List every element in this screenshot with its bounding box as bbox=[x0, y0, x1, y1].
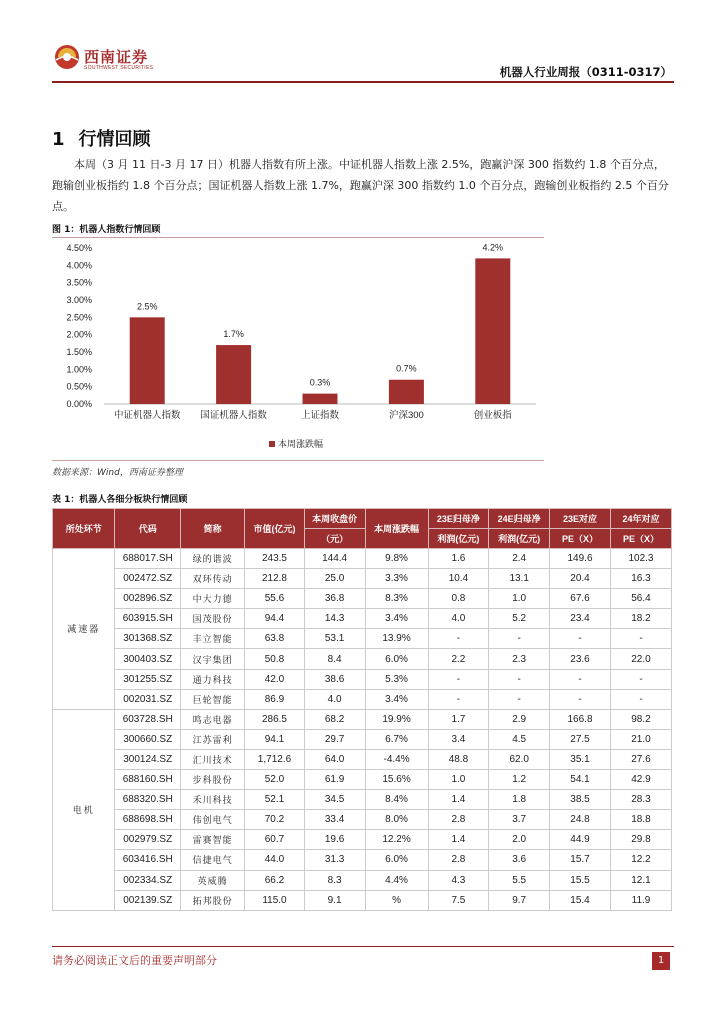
stock-code-cell: 002139.SZ bbox=[115, 890, 181, 910]
y-tick-label: 3.50% bbox=[66, 277, 92, 288]
pe23-cell: 44.9 bbox=[550, 830, 611, 850]
weekly-change-cell: % bbox=[365, 890, 428, 910]
np23-cell: 2.8 bbox=[428, 810, 489, 830]
stock-code-cell: 002031.SZ bbox=[115, 689, 181, 709]
pe23-cell: 54.1 bbox=[550, 770, 611, 790]
close-price-cell: 9.1 bbox=[304, 890, 365, 910]
pe24-cell: 102.3 bbox=[610, 549, 671, 569]
figure-source: 数据来源：Wind，西南证券整理 bbox=[52, 468, 183, 478]
close-price-cell: 33.4 bbox=[304, 810, 365, 830]
np23-cell: 48.8 bbox=[428, 749, 489, 769]
logo-chinese-name: 西南证券 bbox=[84, 48, 149, 66]
np23-cell: 1.0 bbox=[428, 770, 489, 790]
np23-cell: 0.8 bbox=[428, 589, 489, 609]
table-row bbox=[53, 649, 672, 669]
close-price-cell: 61.9 bbox=[304, 770, 365, 790]
stock-name-cell: 中大力德 bbox=[181, 589, 245, 609]
market-cap-cell: 66.2 bbox=[245, 870, 304, 890]
bar-data-label: 1.7% bbox=[223, 329, 244, 340]
stock-name-cell: 汉宇集团 bbox=[181, 649, 245, 669]
np24-cell: - bbox=[489, 689, 550, 709]
chart-bar bbox=[475, 258, 510, 404]
stock-name-cell: 鸣志电器 bbox=[181, 709, 245, 729]
table-row bbox=[53, 790, 672, 810]
np23-cell: - bbox=[428, 629, 489, 649]
stock-name-cell: 英威腾 bbox=[181, 870, 245, 890]
table-row bbox=[53, 669, 672, 689]
market-cap-cell: 212.8 bbox=[245, 569, 304, 589]
chart-bar bbox=[389, 380, 424, 404]
weekly-change-cell: 4.4% bbox=[365, 870, 428, 890]
np23-cell: 4.3 bbox=[428, 870, 489, 890]
market-cap-cell: 94.4 bbox=[245, 609, 304, 629]
np24-cell: 13.1 bbox=[489, 569, 550, 589]
np23-cell: 10.4 bbox=[428, 569, 489, 589]
pe23-cell: 35.1 bbox=[550, 749, 611, 769]
header-divider bbox=[52, 81, 674, 83]
x-category-label: 创业板指 bbox=[473, 410, 512, 421]
header-pe23-unit: PE（X） bbox=[550, 529, 611, 549]
weekly-change-cell: -4.4% bbox=[365, 749, 428, 769]
np23-cell: 1.4 bbox=[428, 790, 489, 810]
np23-cell: 3.4 bbox=[428, 729, 489, 749]
segment-cell: 电机 bbox=[53, 709, 115, 910]
figure-bottom-rule bbox=[52, 460, 544, 461]
stock-name-cell: 汇川技术 bbox=[181, 749, 245, 769]
np23-cell: 2.2 bbox=[428, 649, 489, 669]
market-cap-cell: 115.0 bbox=[245, 890, 304, 910]
footer-disclaimer: 请务必阅读正文后的重要声明部分 bbox=[52, 954, 217, 967]
y-tick-label: 0.00% bbox=[66, 399, 92, 409]
market-cap-cell: 55.6 bbox=[245, 589, 304, 609]
stock-name-cell: 禾川科技 bbox=[181, 790, 245, 810]
np24-cell: 5.2 bbox=[489, 609, 550, 629]
table-row bbox=[53, 850, 672, 870]
weekly-change-cell: 6.0% bbox=[365, 649, 428, 669]
table-row bbox=[53, 709, 672, 729]
np24-cell: - bbox=[489, 669, 550, 689]
bar-data-label: 0.3% bbox=[309, 377, 331, 388]
stock-code-cell: 301255.SZ bbox=[115, 669, 181, 689]
bar-data-label: 2.5% bbox=[136, 301, 158, 312]
y-tick-label: 4.50% bbox=[66, 243, 92, 253]
table-row bbox=[53, 689, 672, 709]
table-row bbox=[53, 729, 672, 749]
figure-title: 图 1：机器人指数行情回顾 bbox=[52, 225, 161, 235]
table-header-row bbox=[53, 509, 672, 529]
table-row bbox=[53, 810, 672, 830]
pe24-cell: 21.0 bbox=[610, 729, 671, 749]
np23-cell: 1.6 bbox=[428, 549, 489, 569]
market-review-paragraph: 本周（3 月 11 日-3 月 17 日）机器人指数有所上涨。中证机器人指数上涨 2.5%，跑赢沪深 300 指数约 1.8 个百分点，跑输创业板指约 1.8 个百分点；国证机器人指数上涨 1.7%，跑赢沪深 300 指数约 1.0 个百分点，跑输创业板指约 2.5 个百分点。 bbox=[52, 158, 669, 213]
chart-bar bbox=[216, 345, 251, 404]
y-tick-label: 4.00% bbox=[66, 260, 92, 271]
market-cap-cell: 60.7 bbox=[245, 830, 304, 850]
pe23-cell: 38.5 bbox=[550, 790, 611, 810]
section-title: 行情回顾 bbox=[78, 129, 151, 150]
report-title: 机器人行业周报（0311-0317） bbox=[499, 65, 672, 79]
stock-code-cell: 688160.SH bbox=[115, 770, 181, 790]
stock-name-cell: 丰立智能 bbox=[181, 629, 245, 649]
table-title: 表 1：机器人各细分板块行情回顾 bbox=[52, 495, 188, 505]
y-tick-label: 0.50% bbox=[66, 381, 92, 392]
weekly-change-cell: 9.8% bbox=[365, 549, 428, 569]
market-cap-cell: 52.1 bbox=[245, 790, 304, 810]
logo-mark-icon bbox=[54, 44, 80, 70]
close-price-cell: 29.7 bbox=[304, 729, 365, 749]
bar-data-label: 4.2% bbox=[482, 242, 504, 253]
weekly-change-cell: 19.9% bbox=[365, 709, 428, 729]
pe24-cell: 22.0 bbox=[610, 649, 671, 669]
stock-code-cell: 688320.SH bbox=[115, 790, 181, 810]
market-cap-cell: 243.5 bbox=[245, 549, 304, 569]
np24-cell: 1.0 bbox=[489, 589, 550, 609]
chart-bar bbox=[130, 317, 165, 404]
bar-data-label: 0.7% bbox=[396, 363, 417, 374]
segment-cell: 减速器 bbox=[53, 549, 115, 710]
close-price-cell: 144.4 bbox=[304, 549, 365, 569]
np24-cell: 2.3 bbox=[489, 649, 550, 669]
pe23-cell: 23.6 bbox=[550, 649, 611, 669]
table-row bbox=[53, 569, 672, 589]
stock-name-cell: 巨轮智能 bbox=[181, 689, 245, 709]
table-row bbox=[53, 890, 672, 910]
weekly-change-cell: 6.0% bbox=[365, 850, 428, 870]
pe24-cell: 16.3 bbox=[610, 569, 671, 589]
market-cap-cell: 70.2 bbox=[245, 810, 304, 830]
pe23-cell: 67.6 bbox=[550, 589, 611, 609]
stock-name-cell: 国茂股份 bbox=[181, 609, 245, 629]
close-price-cell: 8.4 bbox=[304, 649, 365, 669]
stock-name-cell: 绿的谐波 bbox=[181, 549, 245, 569]
np24-cell: - bbox=[489, 629, 550, 649]
pe23-cell: 166.8 bbox=[550, 709, 611, 729]
close-price-cell: 25.0 bbox=[304, 569, 365, 589]
close-price-cell: 53.1 bbox=[304, 629, 365, 649]
pe23-cell: - bbox=[550, 689, 611, 709]
np24-cell: 2.0 bbox=[489, 830, 550, 850]
np24-cell: 4.5 bbox=[489, 729, 550, 749]
pe24-cell: 29.8 bbox=[610, 830, 671, 850]
stock-code-cell: 002896.SZ bbox=[115, 589, 181, 609]
market-cap-cell: 94.1 bbox=[245, 729, 304, 749]
table-row bbox=[53, 870, 672, 890]
close-price-cell: 4.0 bbox=[304, 689, 365, 709]
header-segment: 所处环节 bbox=[53, 509, 115, 549]
stock-code-cell: 300660.SZ bbox=[115, 729, 181, 749]
pe24-cell: 11.9 bbox=[610, 890, 671, 910]
stock-name-cell: 双环传动 bbox=[181, 569, 245, 589]
pe24-cell: 12.2 bbox=[610, 850, 671, 870]
chart-bar bbox=[303, 394, 338, 404]
weekly-change-cell: 12.2% bbox=[365, 830, 428, 850]
market-cap-cell: 44.0 bbox=[245, 850, 304, 870]
stock-code-cell: 002979.SZ bbox=[115, 830, 181, 850]
header-np23: 23E归母净 bbox=[428, 509, 489, 529]
header-np24-unit: 利润(亿元) bbox=[489, 529, 550, 549]
close-price-cell: 8.3 bbox=[304, 870, 365, 890]
np23-cell: 1.4 bbox=[428, 830, 489, 850]
stock-code-cell: 300403.SZ bbox=[115, 649, 181, 669]
footer-divider bbox=[52, 946, 674, 947]
pe23-cell: 27.5 bbox=[550, 729, 611, 749]
np24-cell: 1.2 bbox=[489, 770, 550, 790]
stock-code-cell: 603915.SH bbox=[115, 609, 181, 629]
stock-name-cell: 伟创电气 bbox=[181, 810, 245, 830]
stock-code-cell: 301368.SZ bbox=[115, 629, 181, 649]
pe23-cell: - bbox=[550, 669, 611, 689]
table-row bbox=[53, 830, 672, 850]
pe24-cell: 27.6 bbox=[610, 749, 671, 769]
market-cap-cell: 50.8 bbox=[245, 649, 304, 669]
header-market-cap: 市值(亿元) bbox=[245, 509, 304, 549]
np24-cell: 2.4 bbox=[489, 549, 550, 569]
table-row bbox=[53, 589, 672, 609]
header-np24: 24E归母净 bbox=[489, 509, 550, 529]
header-pe24: 24年对应 bbox=[610, 509, 671, 529]
pe23-cell: - bbox=[550, 629, 611, 649]
np23-cell: 2.8 bbox=[428, 850, 489, 870]
pe23-cell: 20.4 bbox=[550, 569, 611, 589]
close-price-cell: 31.3 bbox=[304, 850, 365, 870]
np24-cell: 2.9 bbox=[489, 709, 550, 729]
weekly-change-cell: 8.3% bbox=[365, 589, 428, 609]
header-code: 代码 bbox=[115, 509, 181, 549]
market-cap-cell: 42.0 bbox=[245, 669, 304, 689]
section-heading bbox=[52, 125, 151, 151]
close-price-cell: 64.0 bbox=[304, 749, 365, 769]
header-close-unit: （元） bbox=[304, 529, 365, 549]
table-row bbox=[53, 770, 672, 790]
close-price-cell: 38.6 bbox=[304, 669, 365, 689]
x-category-label: 沪深300 bbox=[388, 410, 424, 421]
weekly-change-cell: 5.3% bbox=[365, 669, 428, 689]
pe24-cell: 12.1 bbox=[610, 870, 671, 890]
y-tick-label: 2.50% bbox=[66, 312, 92, 323]
pe24-cell: - bbox=[610, 669, 671, 689]
weekly-change-cell: 8.0% bbox=[365, 810, 428, 830]
weekly-change-cell: 3.4% bbox=[365, 689, 428, 709]
table-row bbox=[53, 609, 672, 629]
stock-name-cell: 拓邦股份 bbox=[181, 890, 245, 910]
table-row bbox=[53, 749, 672, 769]
y-tick-label: 3.00% bbox=[66, 295, 92, 305]
pe24-cell: 56.4 bbox=[610, 589, 671, 609]
stock-name-cell: 雷赛智能 bbox=[181, 830, 245, 850]
pe24-cell: 28.3 bbox=[610, 790, 671, 810]
weekly-change-cell: 13.9% bbox=[365, 629, 428, 649]
y-tick-label: 2.00% bbox=[66, 329, 92, 340]
pe23-cell: 15.7 bbox=[550, 850, 611, 870]
close-price-cell: 36.8 bbox=[304, 589, 365, 609]
header-close-price: 本周收盘价 bbox=[304, 509, 365, 529]
stock-name-cell: 江苏雷利 bbox=[181, 729, 245, 749]
header-pe24-unit: PE（X） bbox=[610, 529, 671, 549]
weekly-change-cell: 8.4% bbox=[365, 790, 428, 810]
close-price-cell: 19.6 bbox=[304, 830, 365, 850]
x-category-label: 中证机器人指数 bbox=[113, 410, 181, 421]
header-np23-unit: 利润(亿元) bbox=[428, 529, 489, 549]
header-pe23: 23E对应 bbox=[550, 509, 611, 529]
pe23-cell: 15.4 bbox=[550, 890, 611, 910]
stock-code-cell: 002472.SZ bbox=[115, 569, 181, 589]
np24-cell: 3.6 bbox=[489, 850, 550, 870]
market-cap-cell: 86.9 bbox=[245, 689, 304, 709]
np23-cell: 4.0 bbox=[428, 609, 489, 629]
stock-name-cell: 通力科技 bbox=[181, 669, 245, 689]
pe23-cell: 23.4 bbox=[550, 609, 611, 629]
close-price-cell: 14.3 bbox=[304, 609, 365, 629]
x-category-label: 上证指数 bbox=[300, 410, 340, 421]
market-cap-cell: 63.8 bbox=[245, 629, 304, 649]
pe23-cell: 149.6 bbox=[550, 549, 611, 569]
np23-cell: 1.7 bbox=[428, 709, 489, 729]
section-number: 1 bbox=[52, 129, 65, 150]
pe24-cell: 18.2 bbox=[610, 609, 671, 629]
header-name: 简称 bbox=[181, 509, 245, 549]
np24-cell: 62.0 bbox=[489, 749, 550, 769]
stock-code-cell: 603416.SH bbox=[115, 850, 181, 870]
market-cap-cell: 1,712.6 bbox=[245, 749, 304, 769]
pe24-cell: - bbox=[610, 629, 671, 649]
stock-name-cell: 步科股份 bbox=[181, 770, 245, 790]
np24-cell: 1.8 bbox=[489, 790, 550, 810]
np23-cell: - bbox=[428, 689, 489, 709]
header-weekly-change: 本周涨跌幅 bbox=[365, 509, 428, 549]
market-cap-cell: 286.5 bbox=[245, 709, 304, 729]
x-category-label: 国证机器人指数 bbox=[200, 410, 267, 421]
stock-code-cell: 002334.SZ bbox=[115, 870, 181, 890]
stock-code-cell: 688017.SH bbox=[115, 549, 181, 569]
close-price-cell: 68.2 bbox=[304, 709, 365, 729]
table-row bbox=[53, 549, 672, 569]
y-tick-label: 1.00% bbox=[66, 364, 92, 375]
legend-label: 本周涨跌幅 bbox=[278, 439, 324, 449]
np23-cell: 7.5 bbox=[428, 890, 489, 910]
segment-performance-table bbox=[52, 508, 672, 911]
pe23-cell: 15.5 bbox=[550, 870, 611, 890]
np24-cell: 5.5 bbox=[489, 870, 550, 890]
y-tick-label: 1.50% bbox=[66, 347, 92, 357]
weekly-change-cell: 3.3% bbox=[365, 569, 428, 589]
pe23-cell: 24.8 bbox=[550, 810, 611, 830]
market-cap-cell: 52.0 bbox=[245, 770, 304, 790]
close-price-cell: 34.5 bbox=[304, 790, 365, 810]
stock-code-cell: 688698.SH bbox=[115, 810, 181, 830]
weekly-change-cell: 6.7% bbox=[365, 729, 428, 749]
pe24-cell: 42.9 bbox=[610, 770, 671, 790]
weekly-change-cell: 3.4% bbox=[365, 609, 428, 629]
pe24-cell: 18.8 bbox=[610, 810, 671, 830]
pe24-cell: - bbox=[610, 689, 671, 709]
page-number: 1 bbox=[652, 952, 670, 970]
stock-name-cell: 信捷电气 bbox=[181, 850, 245, 870]
pe24-cell: 98.2 bbox=[610, 709, 671, 729]
np24-cell: 9.7 bbox=[489, 890, 550, 910]
np24-cell: 3.7 bbox=[489, 810, 550, 830]
np23-cell: - bbox=[428, 669, 489, 689]
index-performance-chart bbox=[52, 238, 544, 460]
weekly-change-cell: 15.6% bbox=[365, 770, 428, 790]
legend-swatch bbox=[269, 441, 275, 447]
company-logo bbox=[54, 44, 174, 74]
logo-english-name: SOUTHWEST SECURITIES bbox=[84, 65, 154, 71]
stock-code-cell: 603728.SH bbox=[115, 709, 181, 729]
stock-code-cell: 300124.SZ bbox=[115, 749, 181, 769]
table-row bbox=[53, 629, 672, 649]
